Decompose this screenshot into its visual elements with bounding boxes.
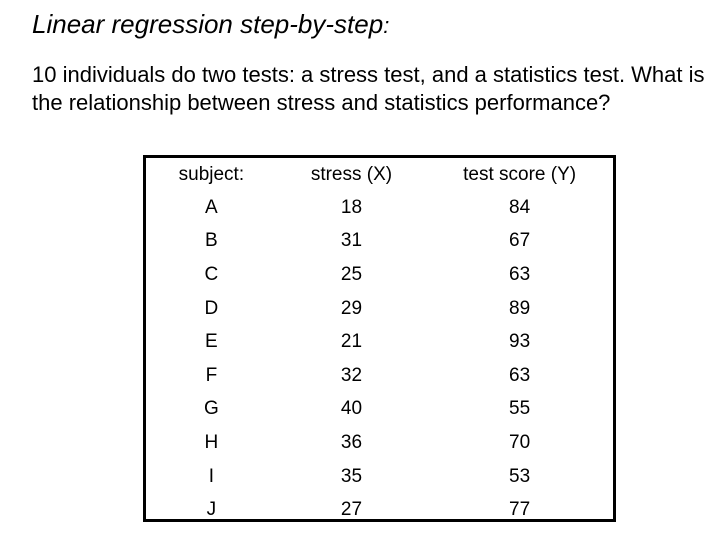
cell-test-score: 70 (509, 431, 531, 453)
slide-title-colon: : (383, 13, 390, 38)
cell-test-score: 53 (509, 465, 531, 487)
cell-test-score: 63 (509, 364, 531, 386)
cell-subject: A (205, 196, 218, 218)
cell-test-score: 55 (509, 398, 531, 420)
cell-test-score: 84 (509, 196, 531, 218)
cell-subject: I (208, 465, 215, 487)
cell-test-score: 67 (509, 230, 531, 252)
cell-subject: B (205, 230, 218, 252)
cell-subject: D (204, 297, 219, 319)
table-row (146, 258, 613, 292)
cell-stress: 25 (340, 263, 363, 285)
header-subject: subject: (178, 163, 245, 185)
table-header-row (146, 158, 613, 191)
cell-subject: J (206, 499, 217, 521)
table-row (146, 325, 613, 359)
table-row (146, 292, 613, 326)
cell-subject: F (205, 364, 218, 386)
table-row (146, 460, 613, 494)
cell-stress: 27 (340, 499, 363, 521)
cell-subject: H (204, 431, 219, 453)
header-test-score: test score (Y) (463, 163, 577, 185)
cell-test-score: 89 (509, 297, 531, 319)
cell-stress: 31 (340, 230, 363, 252)
slide-title (32, 9, 389, 40)
table-row (146, 426, 613, 460)
cell-subject: E (205, 331, 218, 353)
header-stress: stress (X) (310, 163, 393, 185)
table-row (146, 393, 613, 427)
cell-stress: 18 (340, 196, 363, 218)
data-table-frame (143, 155, 616, 522)
cell-stress: 32 (340, 364, 363, 386)
cell-stress: 21 (340, 331, 363, 353)
cell-stress: 35 (340, 465, 363, 487)
table-row (146, 359, 613, 393)
cell-test-score: 93 (509, 331, 531, 353)
cell-test-score: 63 (509, 263, 531, 285)
cell-subject: C (204, 263, 219, 285)
cell-stress: 40 (340, 398, 363, 420)
table-row (146, 191, 613, 225)
cell-test-score: 77 (509, 499, 531, 521)
cell-subject: G (203, 398, 219, 420)
cell-stress: 36 (340, 431, 363, 453)
data-table (146, 158, 613, 527)
intro-paragraph: 10 individuals do two tests: a stress test, and a statistics test. What is the relationship between stress and statistics performance? (32, 62, 705, 115)
table-row (146, 493, 613, 527)
cell-stress: 29 (340, 297, 363, 319)
slide-title-text: Linear regression step-by-step (32, 9, 384, 39)
table-row (146, 225, 613, 259)
